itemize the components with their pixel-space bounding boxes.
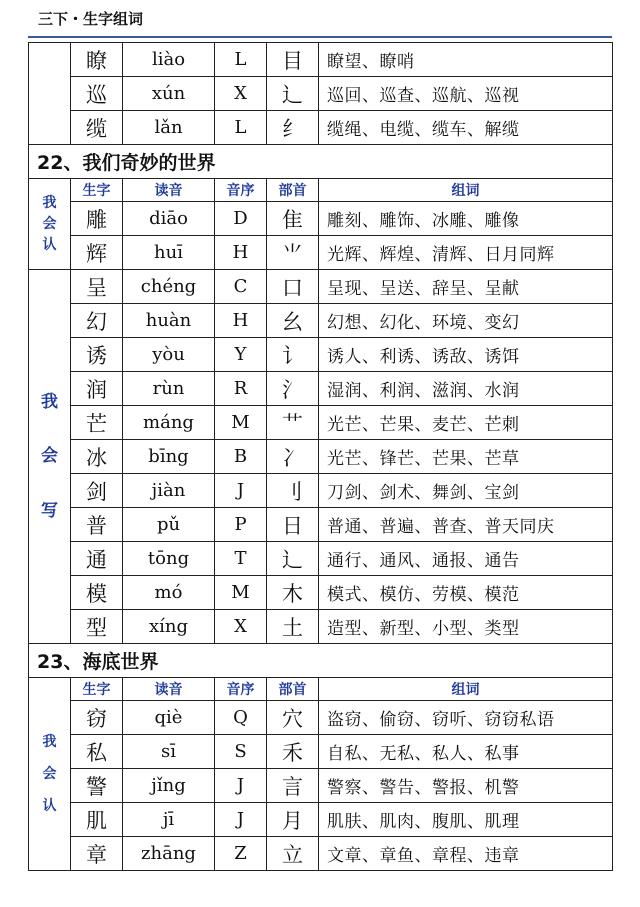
pinyin-cell: jiàn xyxy=(123,474,215,508)
words-cell: 光芒、芒果、麦芒、芒刺 xyxy=(319,406,613,440)
table-row xyxy=(29,803,613,837)
pinyin-cell: qiè xyxy=(123,701,215,735)
index-cell: L xyxy=(215,43,267,77)
radical-cell: 辶 xyxy=(267,542,319,576)
words-cell: 光辉、辉煌、清辉、日月同辉 xyxy=(319,236,613,270)
index-cell: D xyxy=(215,202,267,236)
words-cell: 缆绳、电缆、缆车、解缆 xyxy=(319,111,613,145)
pinyin-cell: lǎn xyxy=(123,111,215,145)
index-cell: J xyxy=(215,803,267,837)
column-header-words: 组词 xyxy=(319,179,613,202)
words-cell: 刀剑、剑术、舞剑、宝剑 xyxy=(319,474,613,508)
index-cell: T xyxy=(215,542,267,576)
words-cell: 普通、普遍、普查、普天同庆 xyxy=(319,508,613,542)
section-title-row xyxy=(29,145,613,179)
radical-cell: 口 xyxy=(267,270,319,304)
index-cell: J xyxy=(215,769,267,803)
words-cell: 通行、通风、通报、通告 xyxy=(319,542,613,576)
words-cell: 湿润、利润、滋润、水润 xyxy=(319,372,613,406)
radical-cell: 讠 xyxy=(267,338,319,372)
table-row xyxy=(29,440,613,474)
header-divider xyxy=(28,36,612,38)
radical-cell: 日 xyxy=(267,508,319,542)
pinyin-cell: yòu xyxy=(123,338,215,372)
pinyin-cell: huàn xyxy=(123,304,215,338)
pinyin-cell: xún xyxy=(123,77,215,111)
table-row xyxy=(29,111,613,145)
radical-cell: 隹 xyxy=(267,202,319,236)
pinyin-cell: diāo xyxy=(123,202,215,236)
column-header-pinyin: 读音 xyxy=(123,179,215,202)
pinyin-cell: chéng xyxy=(123,270,215,304)
radical-cell: 禾 xyxy=(267,735,319,769)
char-cell: 呈 xyxy=(71,270,123,304)
words-cell: 肌肤、肌肉、腹肌、肌理 xyxy=(319,803,613,837)
char-cell: 芒 xyxy=(71,406,123,440)
words-cell: 幻想、幻化、环境、变幻 xyxy=(319,304,613,338)
index-cell: Z xyxy=(215,837,267,871)
page-header-title: 三下・生字组词 xyxy=(38,10,144,28)
index-cell: M xyxy=(215,406,267,440)
index-cell: H xyxy=(215,304,267,338)
section-title: 22、我们奇妙的世界 xyxy=(29,145,613,179)
radical-cell: 刂 xyxy=(267,474,319,508)
radical-cell: 穴 xyxy=(267,701,319,735)
table-row xyxy=(29,304,613,338)
words-cell: 呈现、呈送、辞呈、呈献 xyxy=(319,270,613,304)
column-header-row xyxy=(29,678,613,701)
pinyin-cell: liào xyxy=(123,43,215,77)
pinyin-cell: máng xyxy=(123,406,215,440)
side-label-recognize: 我 会 认 xyxy=(29,179,71,270)
char-cell: 通 xyxy=(71,542,123,576)
words-cell: 自私、无私、私人、私事 xyxy=(319,735,613,769)
radical-cell: 幺 xyxy=(267,304,319,338)
char-cell: 幻 xyxy=(71,304,123,338)
index-cell: C xyxy=(215,270,267,304)
page-header xyxy=(0,0,640,36)
radical-cell: 纟 xyxy=(267,111,319,145)
table-row xyxy=(29,270,613,304)
table-row xyxy=(29,610,613,644)
radical-cell: 辶 xyxy=(267,77,319,111)
index-cell: M xyxy=(215,576,267,610)
pinyin-cell: rùn xyxy=(123,372,215,406)
char-cell: 雕 xyxy=(71,202,123,236)
column-header-char: 生字 xyxy=(71,179,123,202)
table-row xyxy=(29,735,613,769)
table-row xyxy=(29,338,613,372)
table-row xyxy=(29,474,613,508)
char-cell: 冰 xyxy=(71,440,123,474)
column-header-pinyin: 读音 xyxy=(123,678,215,701)
index-cell: H xyxy=(215,236,267,270)
words-cell: 文章、章鱼、章程、违章 xyxy=(319,837,613,871)
pinyin-cell: xíng xyxy=(123,610,215,644)
radical-cell: 冫 xyxy=(267,440,319,474)
words-cell: 光芒、锋芒、芒果、芒草 xyxy=(319,440,613,474)
radical-cell: 立 xyxy=(267,837,319,871)
vocabulary-table xyxy=(28,42,613,871)
char-cell: 肌 xyxy=(71,803,123,837)
char-cell: 诱 xyxy=(71,338,123,372)
side-label-write: 我 会 写 xyxy=(29,270,71,644)
pinyin-cell: pǔ xyxy=(123,508,215,542)
words-cell: 盗窃、偷窃、窃听、窃窃私语 xyxy=(319,701,613,735)
table-row xyxy=(29,837,613,871)
char-cell: 剑 xyxy=(71,474,123,508)
column-header-index: 音序 xyxy=(215,179,267,202)
char-cell: 警 xyxy=(71,769,123,803)
radical-cell: 木 xyxy=(267,576,319,610)
pinyin-cell: jǐng xyxy=(123,769,215,803)
radical-cell: ⺌ xyxy=(267,236,319,270)
table-row xyxy=(29,769,613,803)
words-cell: 诱人、利诱、诱敌、诱饵 xyxy=(319,338,613,372)
table-row xyxy=(29,508,613,542)
table-row xyxy=(29,77,613,111)
radical-cell: 言 xyxy=(267,769,319,803)
radical-cell: 目 xyxy=(267,43,319,77)
section-title: 23、海底世界 xyxy=(29,644,613,678)
char-cell: 私 xyxy=(71,735,123,769)
char-cell: 瞭 xyxy=(71,43,123,77)
char-cell: 章 xyxy=(71,837,123,871)
section-title-row xyxy=(29,644,613,678)
char-cell: 模 xyxy=(71,576,123,610)
column-header-row xyxy=(29,179,613,202)
words-cell: 造型、新型、小型、类型 xyxy=(319,610,613,644)
table-row xyxy=(29,701,613,735)
column-header-radical: 部首 xyxy=(267,678,319,701)
side-label-recognize: 我 会 认 xyxy=(29,678,71,871)
index-cell: X xyxy=(215,77,267,111)
index-cell: P xyxy=(215,508,267,542)
table-row xyxy=(29,542,613,576)
char-cell: 辉 xyxy=(71,236,123,270)
index-cell: J xyxy=(215,474,267,508)
index-cell: B xyxy=(215,440,267,474)
char-cell: 窃 xyxy=(71,701,123,735)
index-cell: Q xyxy=(215,701,267,735)
index-cell: L xyxy=(215,111,267,145)
index-cell: S xyxy=(215,735,267,769)
words-cell: 雕刻、雕饰、冰雕、雕像 xyxy=(319,202,613,236)
column-header-radical: 部首 xyxy=(267,179,319,202)
pinyin-cell: huī xyxy=(123,236,215,270)
radical-cell: 艹 xyxy=(267,406,319,440)
index-cell: X xyxy=(215,610,267,644)
words-cell: 模式、模仿、劳模、模范 xyxy=(319,576,613,610)
table-row xyxy=(29,576,613,610)
char-cell: 型 xyxy=(71,610,123,644)
column-header-char: 生字 xyxy=(71,678,123,701)
words-cell: 巡回、巡查、巡航、巡视 xyxy=(319,77,613,111)
table-row xyxy=(29,202,613,236)
pinyin-cell: sī xyxy=(123,735,215,769)
index-cell: Y xyxy=(215,338,267,372)
char-cell: 普 xyxy=(71,508,123,542)
char-cell: 润 xyxy=(71,372,123,406)
table-row xyxy=(29,236,613,270)
pinyin-cell: jī xyxy=(123,803,215,837)
words-cell: 瞭望、瞭哨 xyxy=(319,43,613,77)
radical-cell: 月 xyxy=(267,803,319,837)
index-cell: R xyxy=(215,372,267,406)
column-header-index: 音序 xyxy=(215,678,267,701)
char-cell: 巡 xyxy=(71,77,123,111)
pinyin-cell: tōng xyxy=(123,542,215,576)
pinyin-cell: zhāng xyxy=(123,837,215,871)
table-row xyxy=(29,372,613,406)
side-label-cell xyxy=(29,43,71,145)
pinyin-cell: mó xyxy=(123,576,215,610)
vocabulary-table-body xyxy=(29,43,613,871)
radical-cell: 土 xyxy=(267,610,319,644)
pinyin-cell: bīng xyxy=(123,440,215,474)
table-row xyxy=(29,406,613,440)
column-header-words: 组词 xyxy=(319,678,613,701)
radical-cell: 氵 xyxy=(267,372,319,406)
words-cell: 警察、警告、警报、机警 xyxy=(319,769,613,803)
char-cell: 缆 xyxy=(71,111,123,145)
table-row xyxy=(29,43,613,77)
